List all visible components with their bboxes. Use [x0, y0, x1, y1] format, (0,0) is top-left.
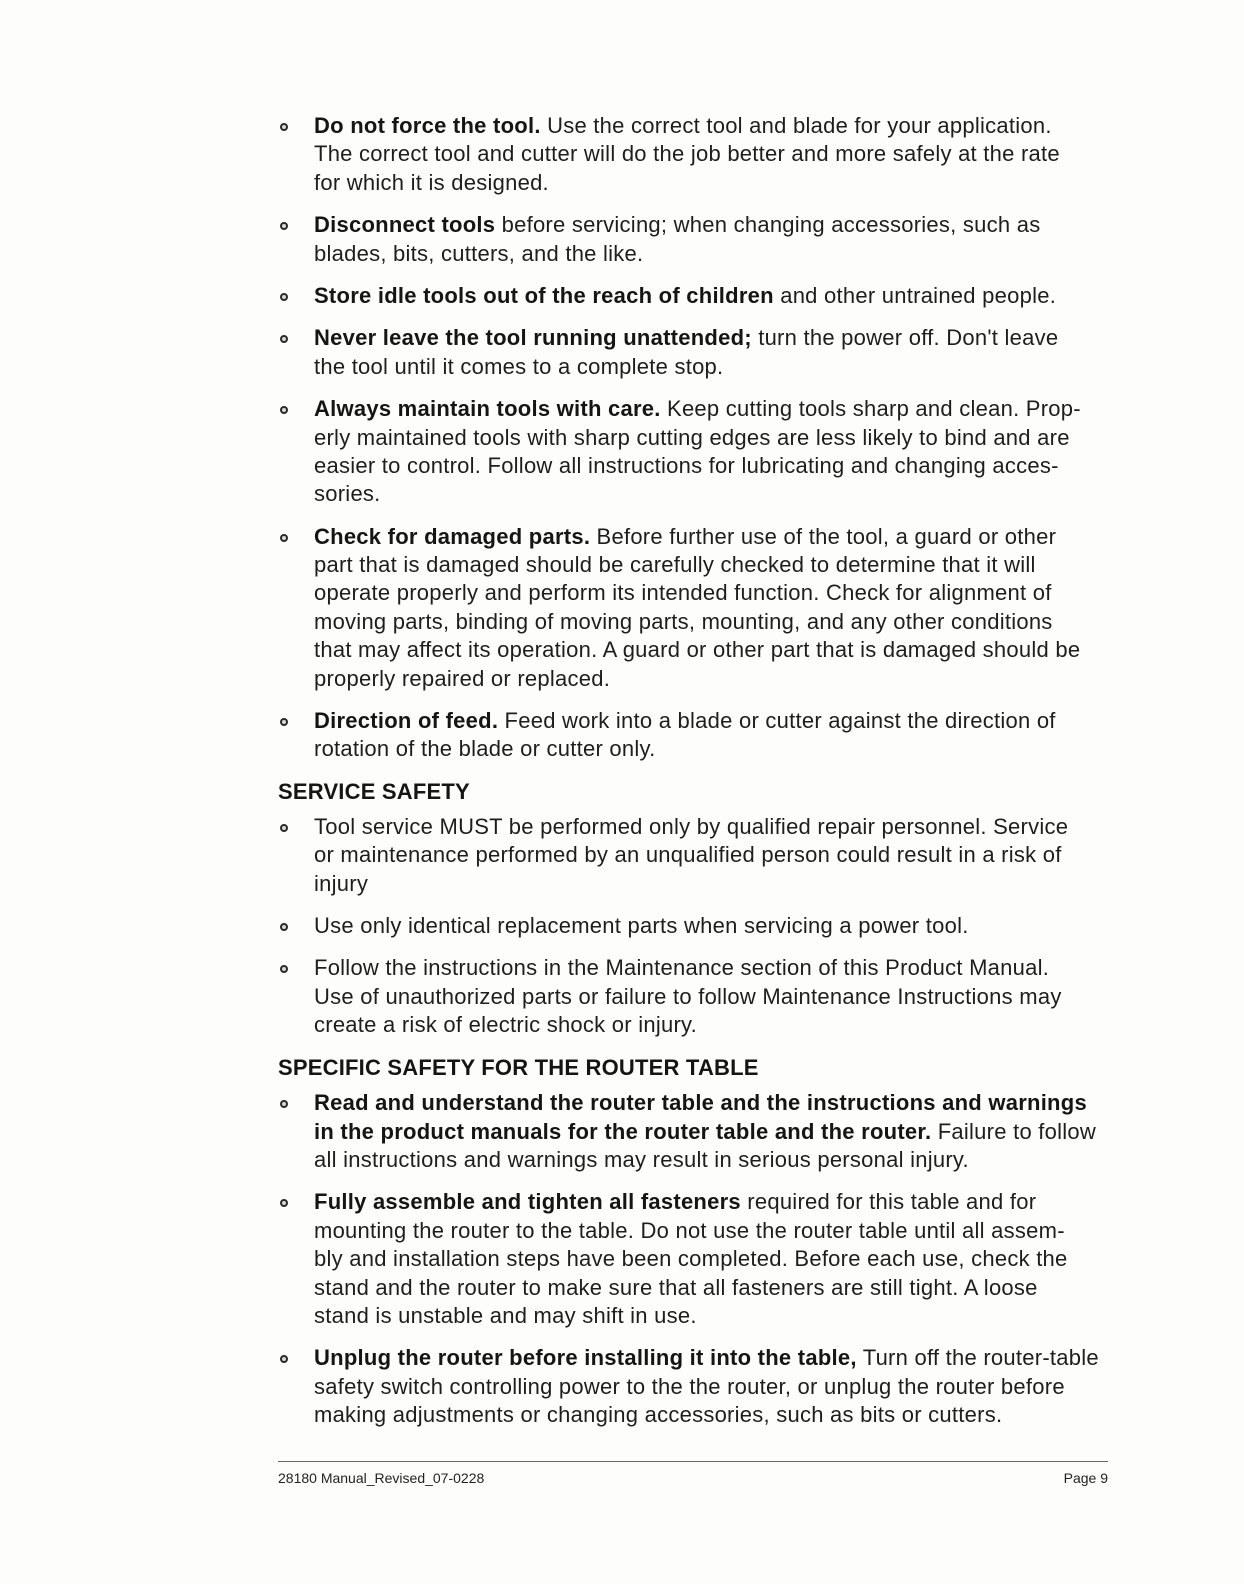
bold-lead: Never leave the tool running unattended;	[314, 325, 752, 351]
line-text: Use the correct tool and blade for your application.	[540, 113, 1052, 138]
text-line	[314, 1344, 1118, 1372]
safety-item	[278, 523, 1118, 693]
line-text: Failure to follow	[931, 1118, 1097, 1144]
line-text: and other untrained people.	[773, 282, 1057, 308]
text-line: blades, bits, cutters, and the like.	[314, 240, 644, 266]
line-text: Turn off the router-table	[856, 1345, 1099, 1371]
safety-item	[278, 112, 1118, 197]
text-line	[314, 1118, 1118, 1146]
safety-item	[278, 324, 1118, 381]
line-text: before servicing; when changing accessories, such as	[495, 212, 1041, 238]
text-line: or maintenance performed by an unqualified person could result in a risk of	[314, 842, 1062, 868]
text-line: for which it is designed.	[314, 169, 549, 195]
text-line: bly and installation steps have been completed. Before each use, check the	[314, 1246, 1068, 1272]
text-line: safety switch controlling power to the the router, or unplug the router before	[314, 1373, 1065, 1399]
text-line: injury	[314, 870, 369, 896]
safety-item	[278, 912, 1118, 940]
safety-item	[278, 1344, 1118, 1429]
bold-lead: Check for damaged parts.	[314, 523, 591, 549]
text-line: easier to control. Follow all instructions for lubricating and changing acces-	[314, 452, 1059, 478]
bullet-icon	[280, 824, 288, 832]
text-line: all instructions and warnings may result in serious personal injury.	[314, 1147, 969, 1173]
bullet-icon	[280, 293, 288, 301]
text-line	[314, 211, 1118, 239]
text-line: The correct tool and cutter will do the job better and more safely at the rate	[314, 141, 1060, 167]
bold-lead: in the product manuals for the router table and the router.	[314, 1118, 932, 1144]
text-line: the tool until it comes to a complete stop.	[314, 353, 724, 379]
safety-item	[278, 954, 1118, 1039]
bullet-icon	[280, 1100, 288, 1108]
line-text: Before further use of the tool, a guard or other	[590, 523, 1057, 549]
text-line: part that is damaged should be carefully checked to determine that it will	[314, 552, 1036, 578]
bold-lead: Direction of feed.	[314, 708, 499, 734]
bold-lead: Always maintain tools with care.	[314, 396, 661, 422]
text-line: properly repaired or replaced.	[314, 665, 611, 691]
bullet-icon	[280, 123, 288, 131]
section-heading-service-safety: SERVICE SAFETY	[278, 778, 470, 804]
text-line: Use of unauthorized parts or failure to follow Maintenance Instructions may	[314, 983, 1062, 1009]
bold-lead: Disconnect tools	[314, 212, 496, 238]
footer-document-id: 28180 Manual_Revised_07-0228	[278, 1470, 485, 1486]
bullet-icon	[280, 406, 288, 414]
text-line	[314, 707, 1118, 735]
text-line	[314, 1188, 1118, 1216]
text-line	[314, 112, 1118, 140]
safety-item	[278, 1188, 1118, 1330]
bullet-icon	[280, 1199, 288, 1207]
text-line: Use only identical replacement parts when servicing a power tool.	[314, 912, 969, 938]
text-line: that may affect its operation. A guard or other part that is damaged should be	[314, 637, 1081, 663]
bullet-icon	[280, 335, 288, 343]
text-line: mounting the router to the table. Do not use the router table until all assem-	[314, 1217, 1065, 1243]
text-line: stand and the router to make sure that all fasteners are still tight. A loose	[314, 1274, 1038, 1300]
text-line	[314, 282, 1118, 310]
text-line: erly maintained tools with sharp cutting edges are less likely to bind and are	[314, 424, 1070, 450]
bold-lead: Store idle tools out of the reach of children	[314, 282, 774, 308]
text-line	[314, 1089, 1118, 1117]
safety-item	[278, 1089, 1118, 1174]
footer-divider	[278, 1461, 1108, 1462]
text-line: making adjustments or changing accessories, such as bits or cutters.	[314, 1402, 1003, 1428]
text-line	[314, 324, 1118, 352]
safety-item	[278, 813, 1118, 898]
footer-page-number: Page 9	[1063, 1470, 1108, 1486]
safety-item	[278, 282, 1118, 310]
safety-item	[278, 395, 1118, 509]
bullet-icon	[280, 534, 288, 542]
line-text: required for this table and for	[740, 1189, 1037, 1215]
text-line	[314, 395, 1118, 423]
text-line: stand is unstable and may shift in use.	[314, 1303, 697, 1329]
text-line: rotation of the blade or cutter only.	[314, 736, 656, 762]
bullet-icon	[280, 222, 288, 230]
bold-lead: Read and understand the router table and the instructions and warnings	[314, 1090, 1087, 1116]
bullet-icon	[280, 923, 288, 931]
text-line: Follow the instructions in the Maintenance section of this Product Manual.	[314, 955, 1050, 981]
line-text: Feed work into a blade or cutter against the direction of	[498, 708, 1056, 734]
bold-lead: Fully assemble and tighten all fasteners	[314, 1189, 741, 1215]
bullet-icon	[280, 965, 288, 973]
text-line: Tool service MUST be performed only by qualified repair personnel. Service	[314, 813, 1069, 839]
text-line: moving parts, binding of moving parts, mounting, and any other conditions	[314, 608, 1053, 634]
text-line: sories.	[314, 481, 381, 507]
bullet-icon	[280, 1355, 288, 1363]
bold-lead: Do not force the tool.	[314, 113, 541, 138]
safety-item	[278, 211, 1118, 268]
bullet-icon	[280, 718, 288, 726]
text-line: operate properly and perform its intended function. Check for alignment of	[314, 580, 1052, 606]
bold-lead: Unplug the router before installing it into the table,	[314, 1345, 857, 1371]
text-line: create a risk of electric shock or injury.	[314, 1012, 697, 1038]
page-content	[278, 112, 1118, 1444]
section-heading-router-table-safety: SPECIFIC SAFETY FOR THE ROUTER TABLE	[278, 1054, 759, 1080]
line-text: turn the power off. Don't leave	[751, 325, 1059, 351]
safety-item	[278, 707, 1118, 764]
text-line	[314, 523, 1118, 551]
line-text: Keep cutting tools sharp and clean. Prop-	[660, 396, 1081, 422]
